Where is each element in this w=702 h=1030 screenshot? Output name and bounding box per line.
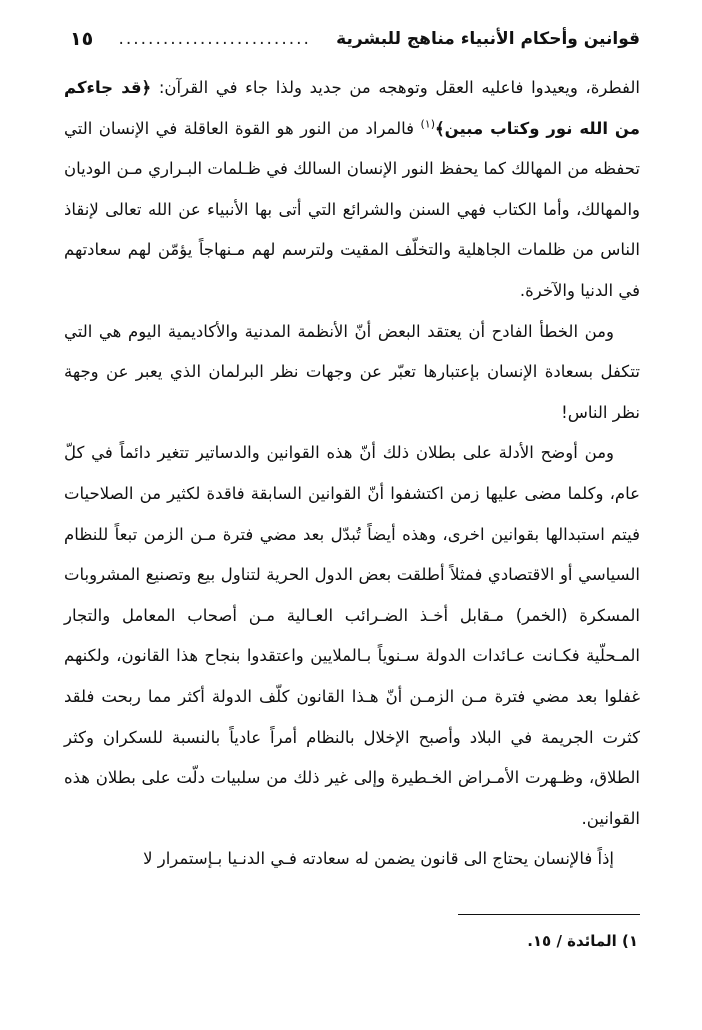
footnote-ref: (١) xyxy=(420,117,435,131)
paragraph-1-text-before: الفطرة، ويعيدوا فاعليه العقل وتوهجه من جديد ولذا جاء في القرآن: xyxy=(151,78,640,97)
paragraph-4: إذاً فالإنسان يحتاج الى قانون يضمن له سعادته فـي الدنـيا بـإستمرار لا xyxy=(143,849,614,869)
paragraph-2: ومن الخطأ الفادح أن يعتقد البعض أنّ الأنظمة المدنية والأكاديمية اليوم هي التي تتكفل بسعادة الإنسان بإعتبارها تعبّر عن وجهات نظر البرلمان الذي يعبر عن وجهة نظر الناس! xyxy=(64,321,640,422)
paragraph-3: ومن أوضح الأدلة على بطلان ذلك أنّ هذه القوانين والدساتير تتغير دائماً في كلّ عام، وكلما مضى عليها زمن اكتشفوا أنّ القوانين السابقة فاقدة لكثير من الصلاحيات فيتم استبدالها بقوانين اخرى، وهذه أيضاً تُبدّل بعد مضي فترة مـن الزمن تبعاً للنظام السياسي أو الاقتصادي فمثلاً أطلقت بعض الدول الحرية لتناول بيع وتصنيع المشروبات المسكرة (الخمر) مـقابل أخـذ الضـرائب العـالية مـن أصحاب المعامل والتجار المـحلّية فكـانت عـائدات الدولة سـنوياً بـالملايين واعتقدوا بنجاح هذا القانون، ولكنهم غفلوا بعد مضي فترة مـن الزمـن أنّ هـذا القانون كلّف الدولة أكثر مما ربحت فلقد كثرت الجريمة في البلاد وأصبح الإخلال بالنظام أمراً عادياً بالنسبة للسكران وكثر الطلاق، وظـهرت الأمـراض الخـطيرة وإلى غير ذلك من سلبيات دلّت على بطلان هذه القوانين. xyxy=(64,443,640,828)
footnote: ١) المائدة / ١٥. xyxy=(527,932,638,950)
body-text xyxy=(64,68,640,880)
paragraph-1-text-after: فالمراد من النور هو القوة العاقلة في الإنسان التي تحفظه من المهالك كما يحفظ النور الإنسان السالك في ظـلمات البـراري مـن الوديان والمهالك، وأما الكتاب فهي السنن والشرائع التي أتى بها الأنبياء عن الله تعالى لإنقاذ الناس من ظلمات الجاهلية والتخلّف المقيت ولترسم لهم مـنهاجاً يؤمّن لهم سعادتهم في الدنيا والآخرة. xyxy=(64,118,640,300)
header-title: قوانين وأحكام الأنبياء مناهج للبشرية xyxy=(336,29,640,49)
quran-quote: ﴿قد جاءكم من الله نور وكتاب مبين﴾ xyxy=(64,78,640,138)
footnote-divider xyxy=(458,914,640,915)
page-number: ١٥ xyxy=(70,28,94,50)
paragraph-1 xyxy=(64,68,640,312)
header-leader-dots: .......................... xyxy=(118,29,311,49)
running-header xyxy=(70,24,640,54)
